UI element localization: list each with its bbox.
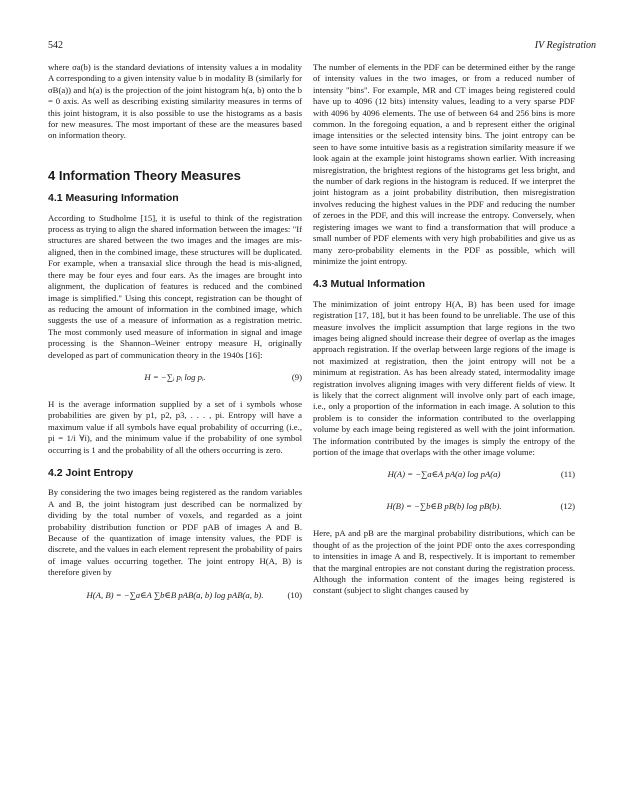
section-label: IV Registration xyxy=(534,40,596,51)
page-number: 542 xyxy=(48,40,63,51)
right-column xyxy=(313,62,575,597)
left-column xyxy=(48,62,302,617)
paragraph-marginal-distributions: Here, pA and pB are the marginal probability distributions, which can be thought of as the projection of the joint PDF onto the axes corresponding to intensities in image A and B, respectively. It is important to remember that the marginal entropies are not constant during the registration process. Although the information content of the images being registered is constant (subject to slight changes caused by xyxy=(313,528,575,596)
equation-11 xyxy=(313,464,575,490)
equation-10-expression: H(A, B) = −∑a∈A ∑b∈B pAB(a, b) log pAB(a, b). xyxy=(86,589,264,600)
paragraph-measuring-information: According to Studholme [15], it is useful to think of the registration process as trying to align the shared information between the images: "If structures are shared between the two images and the images are mis-aligned, then in the combined image, these structures will be duplicated. For example, when a transaxial slice through the head is mis-aligned, there may be four eyes and four ears. As the images are brought into alignment, the duplication of features is reduced and the combined image is simplified." Using this concept, registration can be thought of as reducing the amount of information in the combined image, which suggests the use of a measure of information as a registration metric. The most commonly used measure of information in signal and image processing is the Shannon–Weiner entropy measure H, originally developed as part of communication theory in the 1940s [16]: xyxy=(48,212,302,360)
paragraph-joint-entropy: By considering the two images being registered as the random variables A and B, the joint histogram just described can be normalized by dividing by the total number of voxels, and regarded as a joint probability distribution function or PDF pAB of images A and B. Because of the quantization of image intensity values, the PDF is discrete, and the values in each element represent the probability of pairs of image values occurring together. The joint entropy H(A, B) is therefore given by xyxy=(48,487,302,578)
paragraph-pdf-elements: The number of elements in the PDF can be determined either by the range of intensity values in the two images, or from a reduced number of intensity "bins". For example, MR and CT images being registered could have up to 4096 (12 bits) intensity values, leading to a very sparse PDF with 4096 by 4096 elements. The use of between 64 and 256 bins is more common. In the foregoing equation, a and b represent either the original image intensities or the selected intensity bins. The joint entropy can be seen to have some intuitive basis as a registration similarity measure if we look again at the example joint histograms shown earlier. With increasing misregistration, the brightest regions of the histograms get less bright, and the number of dark regions in the histogram is reduced. If we interpret the joint histogram as a joint probability distribution, then misregistration involves reducing the highest values in the PDF and reducing the number of zeroes in the PDF, and this will increase the entropy. Conversely, when registering images we want to find a transformation that will produce a small number of PDF elements with very high probabilities and give us as many zero-probability elements in the PDF as possible, which will minimize the joint entropy. xyxy=(313,62,575,266)
subsection-heading-4-3: 4.3 Mutual Information xyxy=(313,278,426,291)
equation-12 xyxy=(313,496,575,522)
paragraph-mutual-information: The minimization of joint entropy H(A, B) has been used for image registration [17, 18], but it has been found to be unreliable. The use of this measure involves the implicit assumption that large regions in the two images being aligned should increase their degree of overlap as the images approach registration. If the overlap between large regions of the image is not maximized at registration, then the joint entropy will not be a minimum at registration. As has been already stated, intermodality image registration involves aligning images with very different fields of view. It is likely that the correct alignment will involve only part of each image, i.e., only a proportion of the information in each image. A solution to this problem is to consider the information contributed to the overlapping volume by each image being registered as well with the joint information. The information contributed by the images is simply the entropy of the portion of the image that overlaps with the other image volume: xyxy=(313,298,575,457)
equation-9-number: (9) xyxy=(291,371,302,382)
equation-12-number: (12) xyxy=(560,501,575,512)
equation-11-expression: H(A) = −∑a∈A pA(a) log pA(a) xyxy=(387,469,501,480)
equation-9 xyxy=(48,367,302,393)
equation-10-number: (10) xyxy=(287,589,302,600)
equation-9-expression: H = −∑ᵢ pᵢ log pᵢ. xyxy=(144,371,206,382)
paragraph-entropy-definition: H is the average information supplied by a set of i symbols whose probabilities are given by p1, p2, p3, . . . , pi. Entropy will have a maximum value if all symbols have equal probability of occurring (i.e., pi = 1/i ∀i), and the minimum value if the probability of one symbol occurring is 1 and the probability of all the others occurring is zero. xyxy=(48,398,302,455)
intro-paragraph: where σa(b) is the standard deviations of intensity values a in modality A corresponding to a given intensity value b in modality B (similarly for σB(a)) and h(a) is the projection of the joint histogram h(a, b) onto the b = 0 axis. As well as describing existing similarity measures in terms of this joint histogram, it is also possible to use the histograms as a basis for new measures. The most important of these are the measures based on information theory. xyxy=(48,62,302,141)
running-header xyxy=(48,40,596,54)
equation-10 xyxy=(48,585,302,611)
equation-11-number: (11) xyxy=(560,469,575,480)
equation-12-expression: H(B) = −∑b∈B pB(b) log pB(b). xyxy=(386,501,502,512)
subsection-heading-4-2: 4.2 Joint Entropy xyxy=(48,466,134,479)
section-heading: 4 Information Theory Measures xyxy=(48,167,241,183)
subsection-heading-4-1: 4.1 Measuring Information xyxy=(48,192,179,205)
